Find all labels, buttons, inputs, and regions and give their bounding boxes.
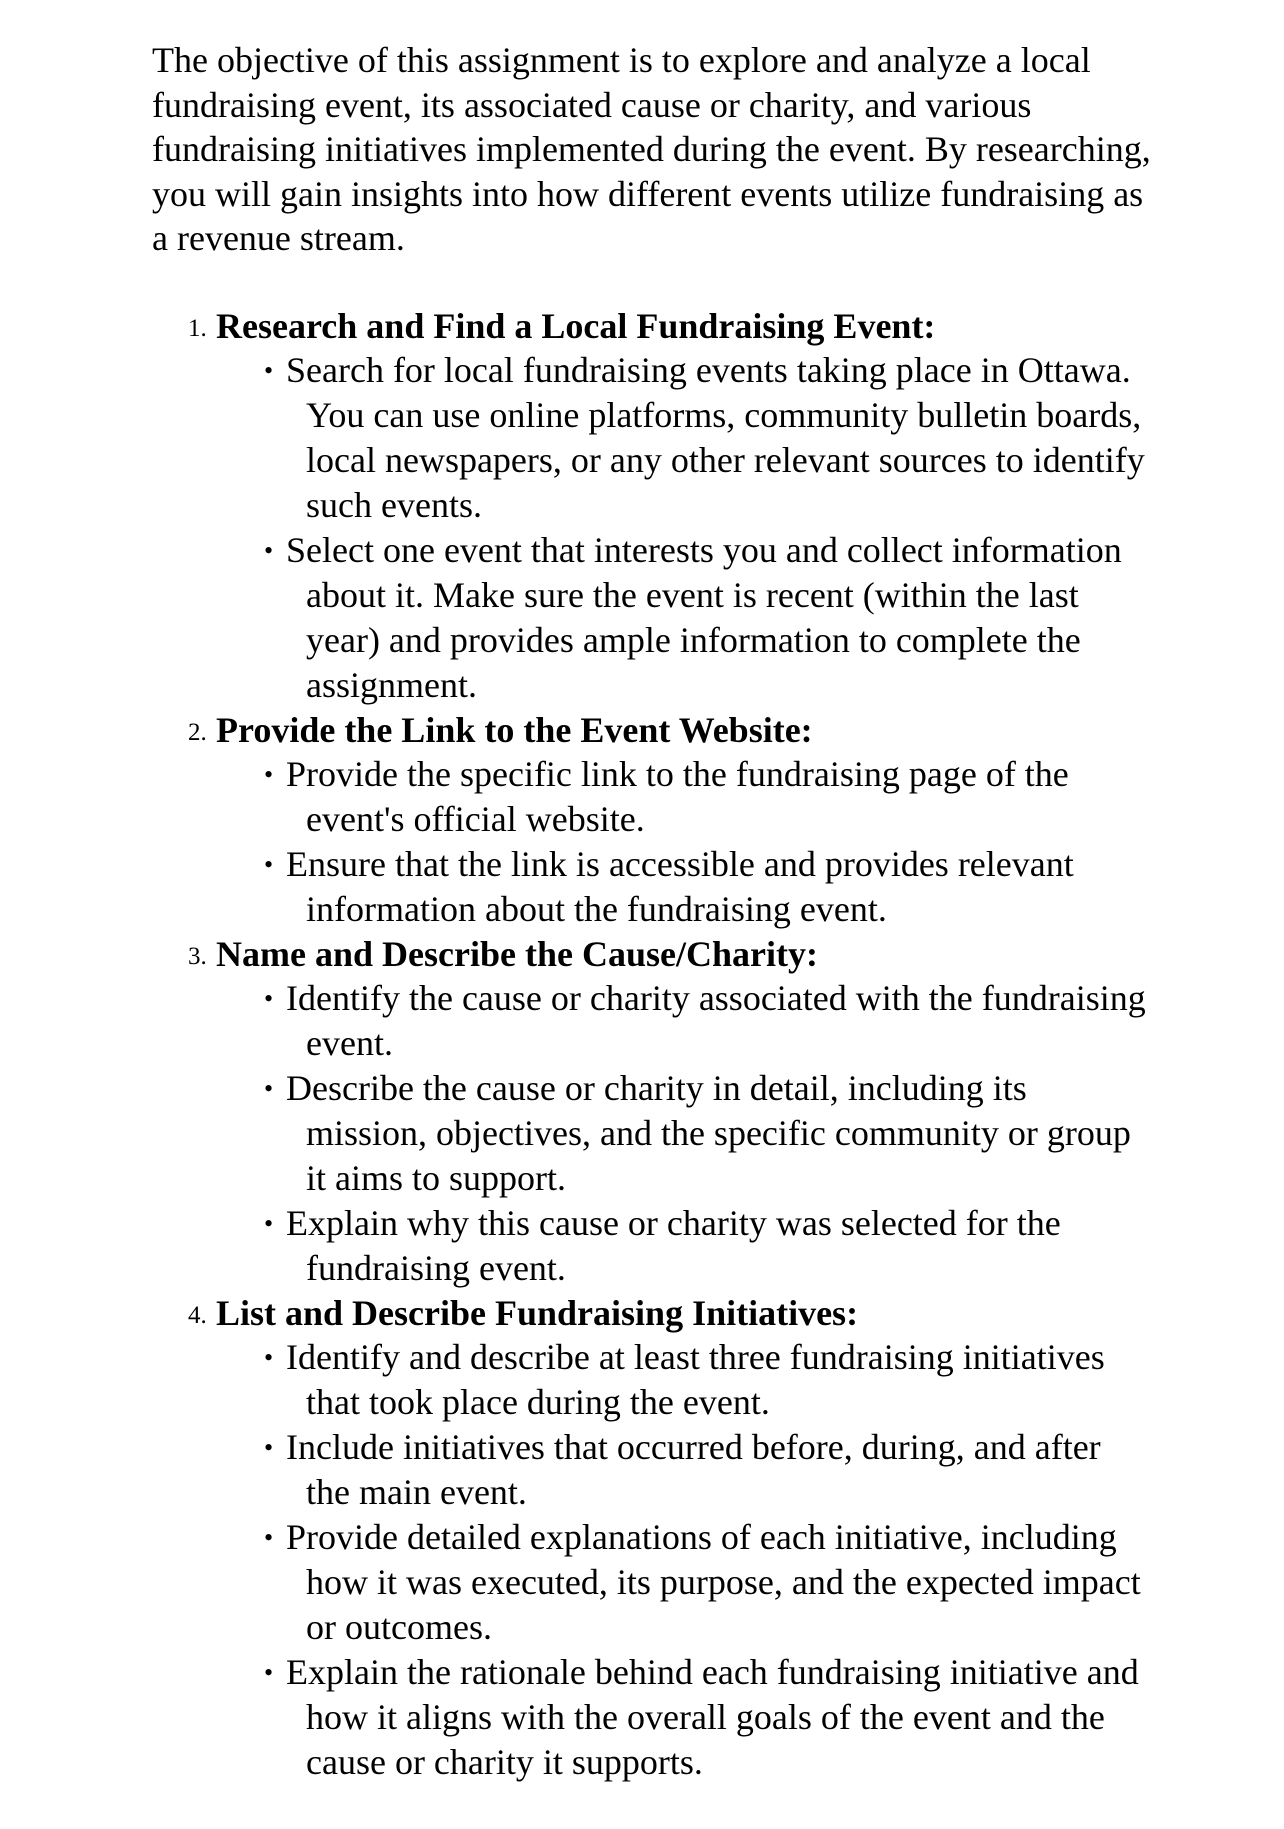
bullet-text: Identify the cause or charity associated with the fundraising event. xyxy=(286,977,1146,1063)
bullet-text: Explain why this cause or charity was selected for the fundraising event. xyxy=(286,1202,1061,1288)
bullet-list xyxy=(216,1335,1152,1785)
bullet-icon: • xyxy=(264,355,274,385)
step-item xyxy=(152,304,1152,708)
step-item xyxy=(152,932,1152,1291)
step-item xyxy=(152,708,1152,932)
assignment-document xyxy=(152,38,1152,1785)
steps-list xyxy=(152,304,1152,1785)
bullet-list xyxy=(216,976,1152,1291)
bullet-item xyxy=(216,1650,1152,1785)
bullet-icon: • xyxy=(264,1073,274,1103)
bullet-icon: • xyxy=(264,1342,274,1372)
step-number: 3. xyxy=(188,942,207,970)
bullet-item xyxy=(216,1066,1152,1201)
bullet-text: Include initiatives that occurred before, during, and after the main event. xyxy=(286,1426,1101,1512)
bullet-text: Explain the rationale behind each fundraising initiative and how it aligns with the overall goals of the event and the cause or charity it supports. xyxy=(286,1651,1139,1782)
step-title: List and Describe Fundraising Initiatives: xyxy=(216,1292,859,1333)
bullet-text: Select one event that interests you and collect information about it. Make sure the event is recent (within the last year) and provides ample information to complete the assignment. xyxy=(286,529,1122,705)
bullet-icon: • xyxy=(264,1522,274,1552)
intro-paragraph: The objective of this assignment is to explore and analyze a local fundraising event, its associated cause or charity, and various fundraising initiatives implemented during the event. By researching, you will gain insights into how different events utilize fundraising as a revenue stream. xyxy=(152,40,1151,258)
step-title: Name and Describe the Cause/Charity: xyxy=(216,933,818,974)
bullet-text: Search for local fundraising events taking place in Ottawa. You can use online platforms, community bulletin boards, local newspapers, or any other relevant sources to identify such events. xyxy=(286,349,1145,525)
step-title: Provide the Link to the Event Website: xyxy=(216,709,813,750)
bullet-icon: • xyxy=(264,759,274,789)
bullet-icon: • xyxy=(264,535,274,565)
bullet-item xyxy=(216,842,1152,932)
bullet-item xyxy=(216,528,1152,708)
bullet-icon: • xyxy=(264,1208,274,1238)
bullet-item xyxy=(216,976,1152,1066)
bullet-icon: • xyxy=(264,849,274,879)
bullet-icon: • xyxy=(264,1657,274,1687)
bullet-list xyxy=(216,348,1152,708)
step-number: 1. xyxy=(188,314,207,342)
bullet-list xyxy=(216,752,1152,932)
step-item xyxy=(152,1291,1152,1785)
bullet-item xyxy=(216,1515,1152,1650)
bullet-item xyxy=(216,1335,1152,1425)
bullet-icon: • xyxy=(264,983,274,1013)
bullet-text: Provide the specific link to the fundraising page of the event's official website. xyxy=(286,753,1069,839)
bullet-text: Identify and describe at least three fundraising initiatives that took place during the event. xyxy=(286,1336,1105,1422)
bullet-item xyxy=(216,348,1152,528)
bullet-text: Provide detailed explanations of each initiative, including how it was executed, its purpose, and the expected impact or outcomes. xyxy=(286,1516,1141,1647)
step-title: Research and Find a Local Fundraising Event: xyxy=(216,305,936,346)
bullet-text: Describe the cause or charity in detail, including its mission, objectives, and the specific community or group it aims to support. xyxy=(286,1067,1131,1198)
bullet-icon: • xyxy=(264,1432,274,1462)
bullet-item xyxy=(216,1425,1152,1515)
bullet-item xyxy=(216,752,1152,842)
bullet-text: Ensure that the link is accessible and provides relevant information about the fundraising event. xyxy=(286,843,1074,929)
step-number: 4. xyxy=(188,1301,207,1329)
step-number: 2. xyxy=(188,718,207,746)
bullet-item xyxy=(216,1201,1152,1291)
